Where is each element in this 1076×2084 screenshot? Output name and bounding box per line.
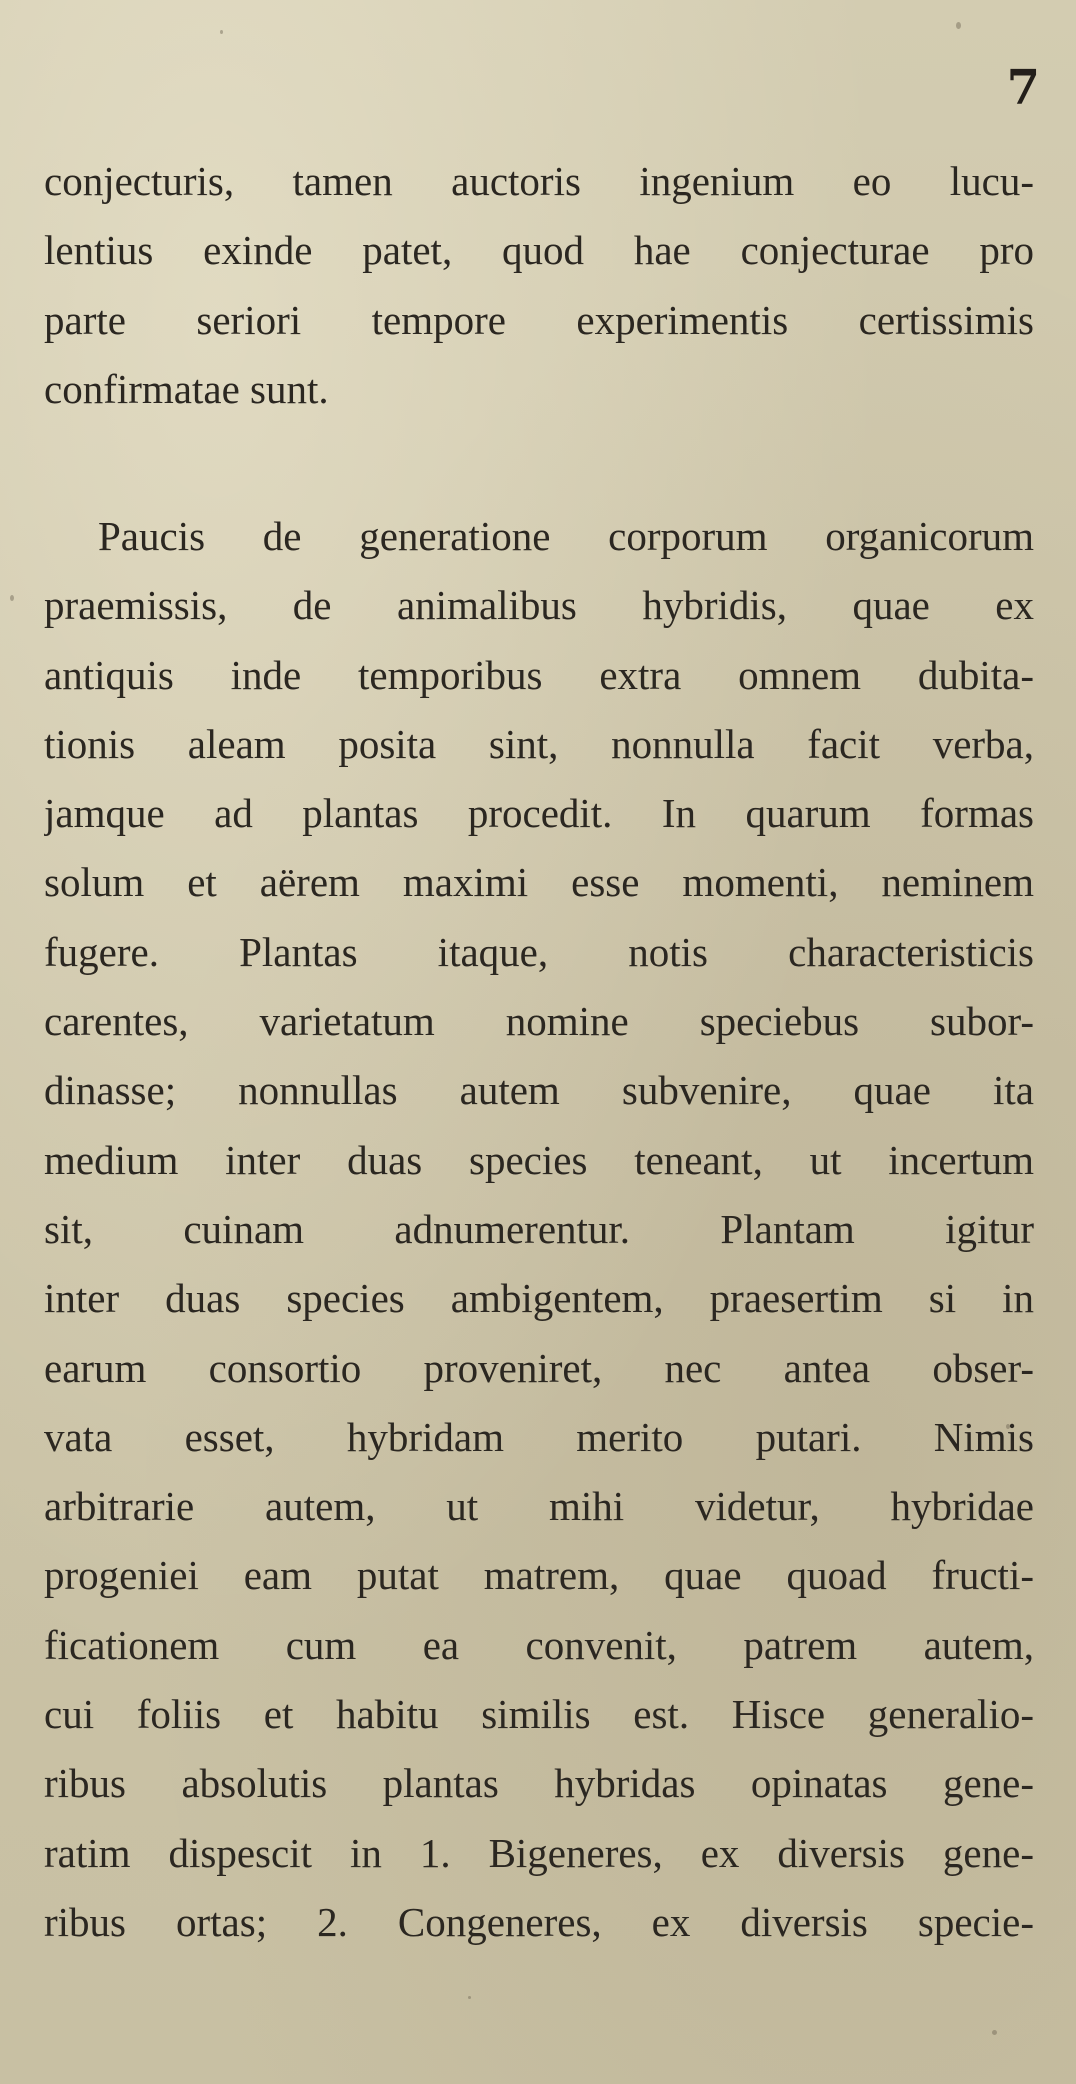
text-line: medium inter duas species teneant, ut incertum <box>44 1136 1034 1183</box>
text-line: progeniei eam putat matrem, quae quoad fructi- <box>44 1552 1034 1599</box>
text-line: parte seriori tempore experimentis certissimis <box>44 296 1034 343</box>
text-line: inter duas species ambigentem, praesertim si in <box>44 1275 1034 1322</box>
paragraph-2 <box>44 502 1034 1957</box>
text-line: earum consortio proveniret, nec antea obser- <box>44 1344 1034 1391</box>
text-line: dinasse; nonnullas autem subvenire, quae ita <box>44 1067 1034 1114</box>
paragraph-1 <box>44 147 1034 424</box>
text-line: praemissis, de animalibus hybridis, quae ex <box>44 582 1034 629</box>
text-line: solum et aërem maximi esse momenti, neminem <box>44 859 1034 906</box>
text-line: cui foliis et habitu similis est. Hisce generalio- <box>44 1691 1034 1738</box>
text-line: vata esset, hybridam merito putari. Nimis <box>44 1413 1034 1460</box>
text-line: jamque ad plantas procedit. In quarum formas <box>44 790 1034 837</box>
text-line: lentius exinde patet, quod hae conjecturae pro <box>44 227 1034 274</box>
paper-speck <box>10 595 14 601</box>
text-line: ribus ortas; 2. Congeneres, ex diversis specie- <box>44 1898 1034 1945</box>
paper-speck <box>992 2030 997 2035</box>
text-line: antiquis inde temporibus extra omnem dubita- <box>44 651 1034 698</box>
text-line: tionis aleam posita sint, nonnulla facit verba, <box>44 720 1034 767</box>
text-line: ratim dispescit in 1. Bigeneres, ex diversis gene- <box>44 1829 1034 1876</box>
text-line: carentes, varietatum nomine speciebus subor- <box>44 998 1034 1045</box>
text-line: ficationem cum ea convenit, patrem autem, <box>44 1621 1034 1668</box>
paper-speck <box>956 22 961 29</box>
text-line: confirmatae sunt. <box>44 365 329 412</box>
text-line: conjecturis, tamen auctoris ingenium eo lucu- <box>44 158 1034 204</box>
text-line: arbitrarie autem, ut mihi videtur, hybridae <box>44 1483 1034 1530</box>
page-number: 7 <box>1006 60 1040 116</box>
text-line: fugere. Plantas itaque, notis characteristicis <box>44 928 1034 975</box>
paper-speck <box>468 1996 471 1999</box>
paper-speck <box>1006 1424 1010 1429</box>
text-line: Paucis de generatione corporum organicorum <box>98 513 1034 559</box>
text-line: sit, cuinam adnumerentur. Plantam igitur <box>44 1205 1034 1252</box>
paper-speck <box>220 30 223 34</box>
text-line: ribus absolutis plantas hybridas opinatas gene- <box>44 1760 1034 1807</box>
